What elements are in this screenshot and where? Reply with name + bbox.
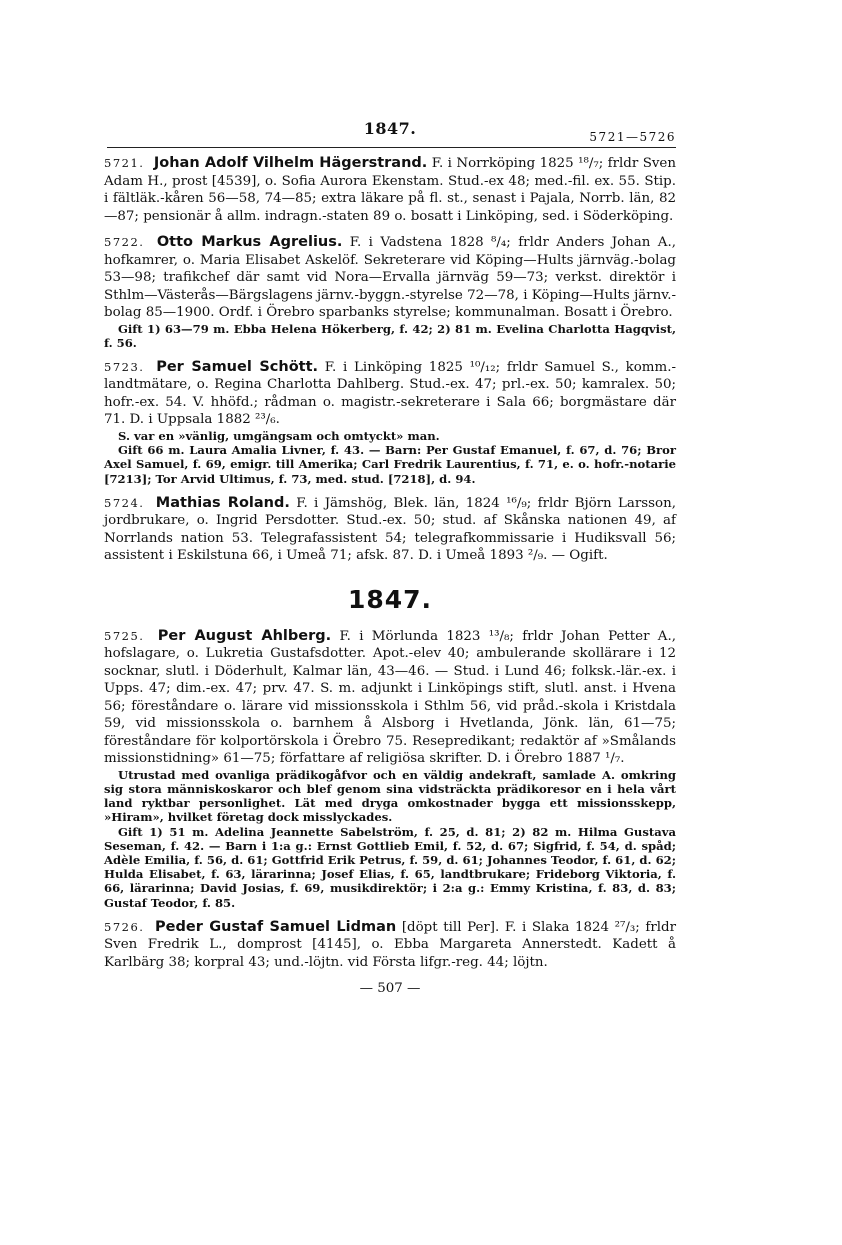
entry-number: 5722. xyxy=(104,235,145,249)
entry-text: F. i Vadstena 1828 ⁸/₄; frldr Anders Johan A., hofkamrer, o. Maria Elisabet Askelöf. Sekreterare vid Köping—Hults järnväg.-bolag 53—98; trafikchef där samt vid Nora—Ervalla järnväg 59—73; verkst. direktör i Sthlm—Västerås—Bärgslagens järnv.-byggn.-styrelse 72—78, i Köping—Hults järnv.-bolag 85—1900. Ordf. i Örebro sparbanks styrelse; kommunalman. Bosatt i Örebro. xyxy=(104,235,676,320)
entry-5722 xyxy=(104,234,676,322)
page-number: — 507 — xyxy=(359,981,421,997)
entry-5721 xyxy=(104,155,676,225)
entry-5725 xyxy=(104,628,676,768)
entry-name: Otto Markus Agrelius. xyxy=(156,234,343,250)
entry-number: 5721. xyxy=(104,156,145,170)
running-range: 5721—5726 xyxy=(589,130,676,144)
entry-text: F. i Jämshög, Blek. län, 1824 ¹⁶/₉; frldr Björn Larsson, jordbrukare, o. Ingrid Persdotter. Stud.-ex. 50; stud. af Skånska nationen 49, af Norrlands nation 53. Telegrafassistent 54; telegrafkommissarie i Hudiksvall 56; assistent i Eskilstuna 66, i Umeå 71; afsk. 87. D. i Umeå 1893 ²/₉. — Ogift. xyxy=(104,495,676,564)
entry-text: F. i Mörlunda 1823 ¹³/₈; frldr Johan Petter A., hofslagare, o. Lukretia Gustafsdotter. Apot.-elev 40; ambulerande skollärare i 12 socknar, slutl. i Döderhult, Kalmar län, 43—46. — Stud. i Lund 46; folksk.-lär.-ex. i Upps. 47; dim.-ex. 47; prv. 47. S. m. adjunkt i Linköpings stift, slutl. anst. i Hvena 56; föreståndare o. lärare vid missionsskola i Sthlm 56, vid pråd.-skola i Kristdala 59, vid missionsskola o. barnhem å Alsborg i Hvetlanda, Jönk. län, 61—75; föreståndare för kolportörskola i Örebro 75. Resepredikant; redaktör af »Smålands missionstidning» 61—75; författare af religiösa skrifter. D. i Örebro 1887 ¹/₇. xyxy=(104,628,676,767)
entry-note: S. var en »vänlig, umgängsam och omtyckt» man. xyxy=(118,428,440,443)
entry-text: F. i Linköping 1825 ¹⁰/₁₂; frldr Samuel S., komm.-landtmätare, o. Regina Charlotta Dahlberg. Stud.-ex. 47; prl.-ex. 50; kamralex. 50; hofr.-ex. 54. V. hhöfd.; rådman o. magistr.-sekreterare i Sala 66; borgmästare där 71. D. i Uppsala 1882 ²³/₆. xyxy=(104,359,676,428)
entry-number: 5724. xyxy=(104,495,145,510)
entry-name: Mathias Roland. xyxy=(155,494,290,511)
entry-name: Per August Ahlberg. xyxy=(157,627,332,644)
running-year: 1847. xyxy=(363,119,417,138)
entry-number: 5723. xyxy=(104,359,145,374)
entry-family: Gift 1) 51 m. Adelina Jeannette Sabelström, f. 25, d. 81; 2) 82 m. Hilma Gustava Seseman, f. 42. — Barn i 1:a g.: Ernst Gottlieb Emil, f. 52, d. 67; Sigfrid, f. 54, d. spåd; Adèle Emilia, f. 56, d. 61; Gottfrid Erik Petrus, f. 59, d. 61; Johannes Teodor, f. 61, d. 62; Hulda Elisabet, f. 63, lärarinna; Josef Elias, f. 65, landtbrukare; Frideborg Viktoria, f. 66, lärarinna; David Josias, f. 69, musikdirektör; i 2:a g.: Emmy Kristina, f. 83, d. 83; Gustaf Teodor, f. 85. xyxy=(104,824,676,910)
entry-name: Per Samuel Schött. xyxy=(156,358,319,375)
entry-number: 5726. xyxy=(104,919,145,934)
entry-note: Utrustad med ovanliga prädikogåfvor och en väldig andekraft, samlade A. omkring sig stora människoskaror och blef genom sina vidsträckta prädikoresor en i hela vårt land ryktbar personlighet. Lät med dryga omkostnader bygga ett missionsskepp, »Hiram», hvilket företag dock misslyckades. xyxy=(104,767,676,825)
running-header xyxy=(104,115,676,144)
entry-text: F. i Norrköping 1825 ¹⁸/₇; frldr Sven Adam H., prost [4539], o. Sofia Aurora Ekenstam. Stud.-ex 48; med.-fil. ex. 55. Stip. i fältläk.-kåren 56—58, 74—85; extra läkare på fl. st., senast i Pajala, Norrb. län, 82—87; pensionär å allm. indragn.-staten 89 o. bosatt i Linköping, sed. i Söderköping. xyxy=(104,156,676,224)
section-heading: 1847. xyxy=(347,584,433,614)
entry-family: Gift 1) 63—79 m. Ebba Helena Hökerberg, f. 42; 2) 81 m. Evelina Charlotta Hagqvist, f. 56. xyxy=(104,321,676,350)
entry-name: Johan Adolf Vilhelm Hägerstrand. xyxy=(153,155,428,171)
entry-text: [döpt till Per]. F. i Slaka 1824 ²⁷/₃; frldr Sven Fredrik L., domprost [4145], o. Ebba Margareta Annerstedt. Kadett å Karlbärg 38; korpral 43; und.-löjtn. vid Första lifgr.-reg. 44; löjtn. xyxy=(104,919,677,970)
entry-5724 xyxy=(104,495,676,565)
entry-name: Peder Gustaf Samuel Lidman xyxy=(155,918,397,935)
entry-family: Gift 66 m. Laura Amalia Livner, f. 43. — Barn: Per Gustaf Emanuel, f. 67, d. 76; Bror Axel Samuel, f. 69, emigr. till Amerika; Carl Fredrik Laurentius, f. 71, e. o. hofr.-notarie [7213]; Tor Arvid Ultimus, f. 73, med. stud. [7218], d. 94. xyxy=(104,443,676,486)
entry-number: 5725. xyxy=(104,628,145,643)
entry-5723 xyxy=(104,359,676,429)
header-rule xyxy=(107,147,676,148)
page xyxy=(104,115,676,996)
entry-5726 xyxy=(104,919,676,972)
